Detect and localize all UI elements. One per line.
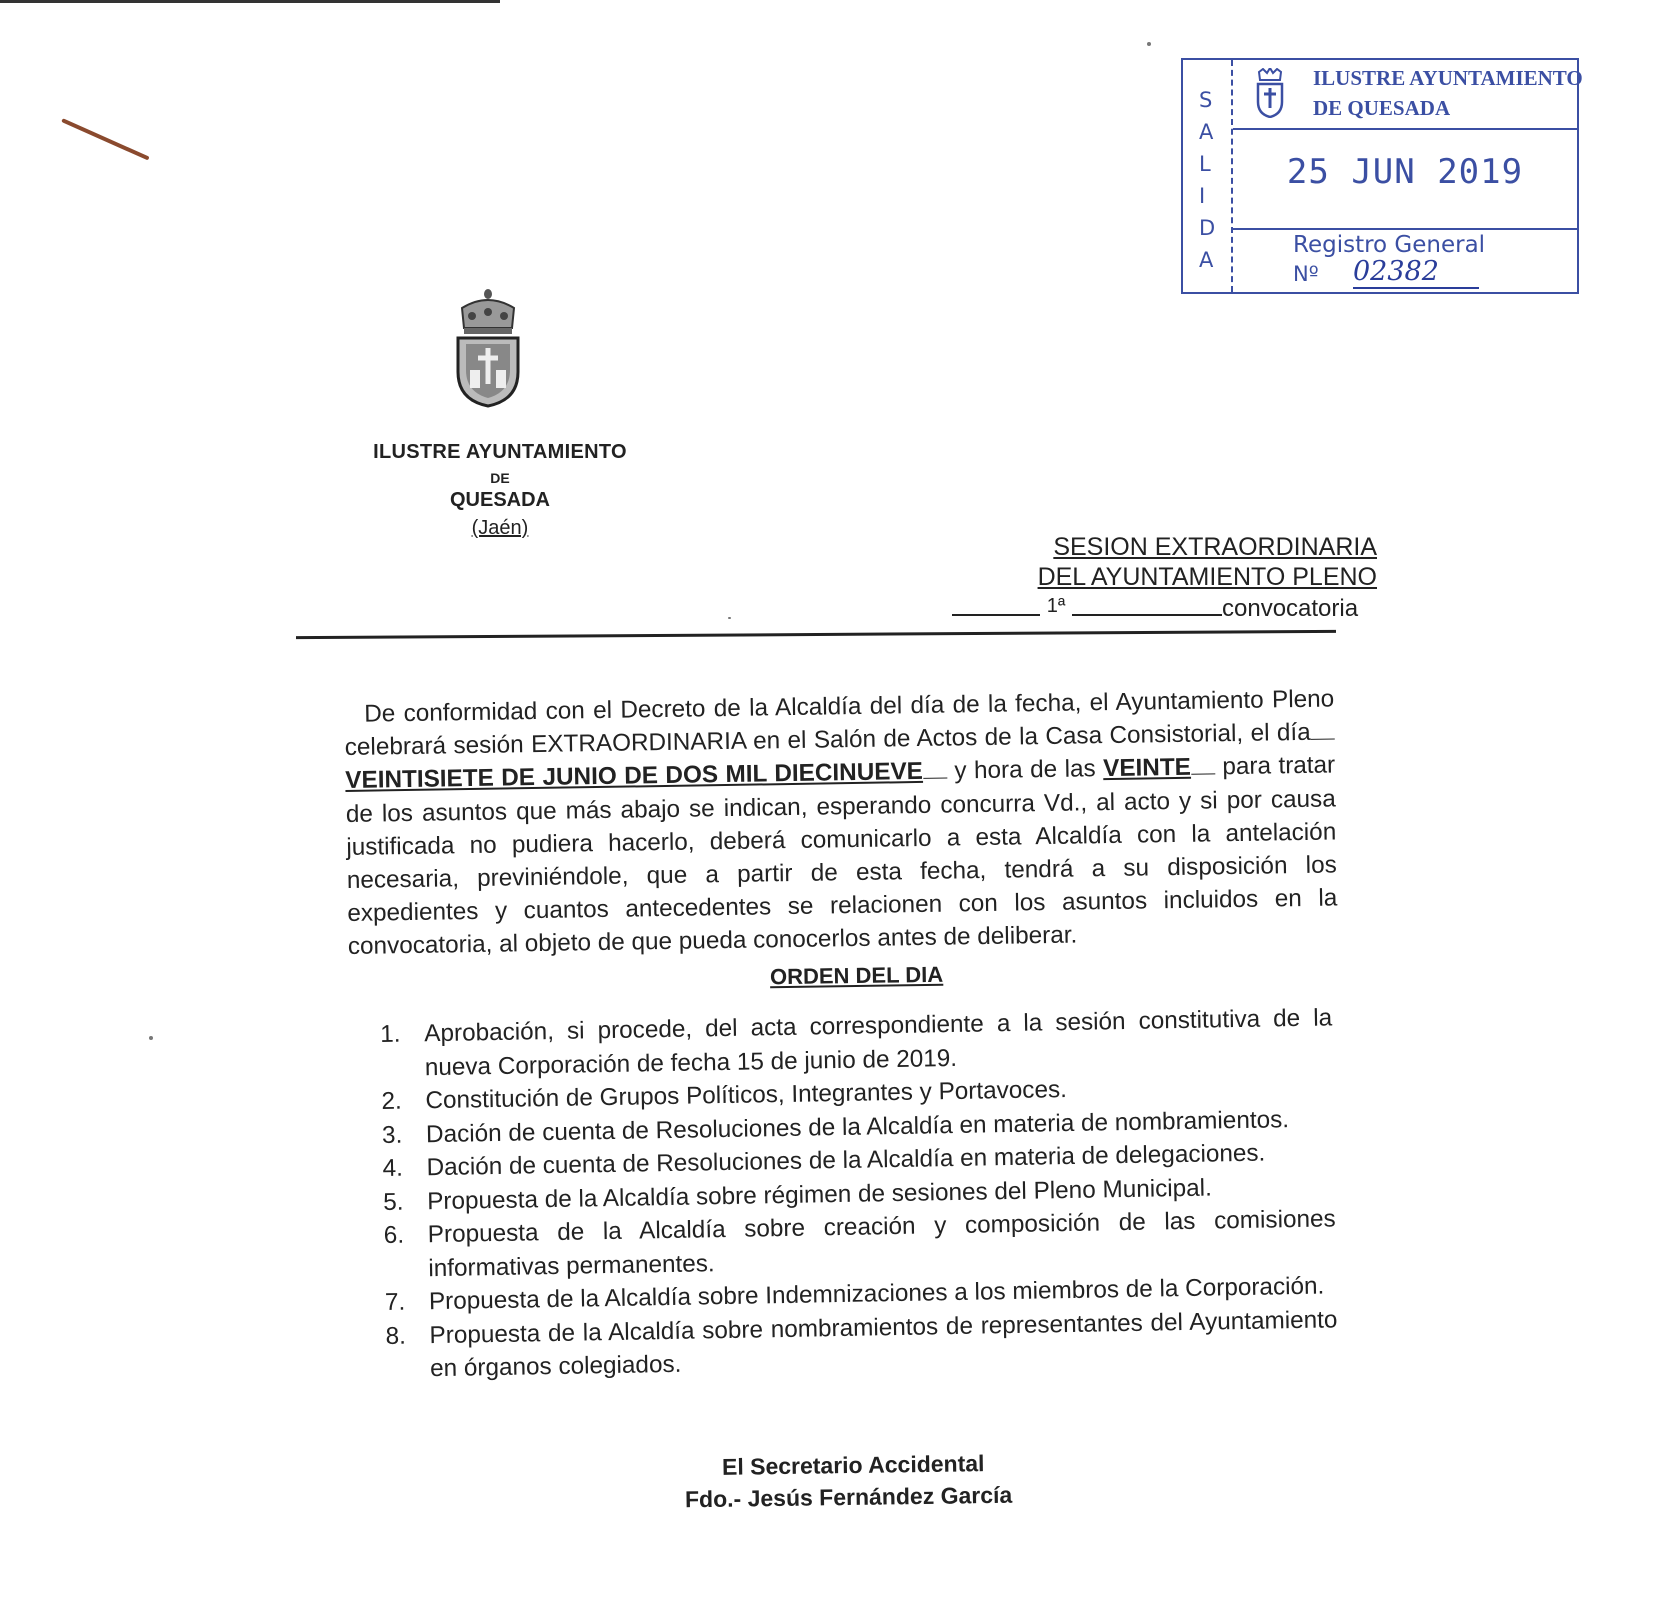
session-title-line2: DEL AYUNTAMIENTO PLENO (1037, 563, 1377, 591)
stamp-divider (1233, 228, 1577, 230)
agenda-item-text: Constitución de Grupos Políticos, Integrantes y Portavoces. (425, 1076, 1068, 1115)
agenda-list (380, 1001, 1338, 1386)
stamp-register-label: Registro General (1293, 232, 1486, 258)
convocation-line (952, 595, 1377, 623)
stamp-letter: A (1199, 248, 1214, 272)
scan-speck (149, 1036, 153, 1040)
body-paragraph (344, 682, 1338, 963)
stamp-title-line1: ILUSTRE AYUNTAMIENTO (1313, 66, 1583, 90)
blank-gap (1311, 739, 1335, 740)
convocation-label: convocatoria (1222, 595, 1359, 622)
stamp-letter: L (1199, 152, 1211, 176)
agenda-item-number: 2. (381, 1087, 402, 1115)
agenda-item-number: 1. (380, 1020, 401, 1048)
agenda-title: ORDEN DEL DIA (769, 961, 944, 990)
stamp-vertical-label (1183, 60, 1233, 292)
agenda-item-number: 5. (382, 1188, 404, 1216)
letterhead-line3: QUESADA (449, 489, 550, 511)
agenda-item-text: Dación de cuenta de Resoluciones de la Alcaldía en materia de delegaciones. (426, 1139, 1266, 1182)
registry-stamp (1181, 58, 1583, 294)
stamp-crest-icon (1253, 68, 1287, 118)
blank-gap (923, 778, 947, 779)
stamp-letter: D (1199, 216, 1216, 240)
coat-of-arms-icon (452, 288, 524, 408)
stamp-letter: I (1199, 184, 1206, 208)
scan-speck (728, 617, 731, 619)
pen-mark (61, 118, 149, 160)
scan-edge (0, 0, 500, 3)
signer-name: Fdo.- Jesús Fernández García (684, 1481, 1013, 1513)
session-title-line1: SESION EXTRAORDINARIA (1053, 533, 1377, 561)
body-text-after: para tratar de los asuntos que más abajo se indican, esperando concurra Vd., al acto y si por causa justificada no pudiera hacerlo, deberá comunicarlo a esta Alcaldía con la antelación necesaria, previniéndole, que a partir de esta fecha, tendrá a su disposición los expedientes y cuantos antecedentes se relacionen con los asuntos incluidos en la convocatoria, al objeto de que pueda conocerlos antes de deliberar. (345, 751, 1338, 961)
agenda-item-text: Aprobación, si procede, del acta correspondiente a la sesión constitutiva de la nueva Corporación de fecha 15 de junio de 2019. (424, 1004, 1333, 1081)
agenda-item-text: Propuesta de la Alcaldía sobre creación y composición de las comisiones informativas permanentes. (427, 1205, 1336, 1282)
agenda-item-number: 7. (384, 1288, 406, 1316)
body-text-before-date: De conformidad con el Decreto de la Alcaldía del día de la fecha, el Ayuntamiento Pleno celebrará sesión EXTRAORDINARIA en el Salón de Actos de la Casa Consistorial, el día (344, 685, 1335, 762)
agenda-item-number: 4. (382, 1154, 404, 1182)
session-date: VEINTISIETE DE JUNIO DE DOS MIL DIECINUEVE (345, 758, 924, 795)
stamp-letter: A (1199, 120, 1214, 144)
agenda-item-text: Dación de cuenta de Resoluciones de la Alcaldía en materia de nombramientos. (425, 1105, 1290, 1148)
letterhead-line4: (Jaén) (471, 517, 529, 539)
stamp-register-number: 02382 (1353, 256, 1479, 289)
session-hour: VEINTE (1102, 754, 1192, 783)
letterhead-line2: DE (490, 470, 510, 486)
agenda-item-text: Propuesta de la Alcaldía sobre régimen de sesiones del Pleno Municipal. (426, 1174, 1213, 1215)
letterhead-line1: ILUSTRE AYUNTAMIENTO (373, 441, 627, 463)
blank-field (952, 614, 1040, 616)
agenda-item-text: Propuesta de la Alcaldía sobre nombramientos de representantes del Ayuntamiento en órganos colegiados. (429, 1305, 1338, 1383)
agenda-item-number: 6. (383, 1221, 405, 1249)
stamp-number-label: Nº (1293, 262, 1319, 286)
stamp-date: 25 JUN 2019 (1286, 152, 1524, 192)
agenda-item-text: Propuesta de la Alcaldía sobre Indemnizaciones a los miembros de la Corporación. (428, 1272, 1325, 1316)
stamp-title-line2: DE QUESADA (1313, 96, 1451, 120)
blank-gap (1191, 774, 1215, 775)
signer-role: El Secretario Accidental (721, 1450, 985, 1480)
agenda-item-number: 3. (381, 1121, 403, 1149)
scan-speck (1147, 42, 1151, 46)
agenda-item-number: 8. (385, 1322, 407, 1350)
convocation-ordinal: 1ª (1046, 595, 1066, 617)
blank-field (1072, 614, 1222, 616)
body-text-between: y hora de las (954, 755, 1096, 785)
stamp-header (1233, 60, 1583, 130)
header-rule (296, 630, 1336, 639)
stamp-letter: S (1199, 88, 1213, 112)
